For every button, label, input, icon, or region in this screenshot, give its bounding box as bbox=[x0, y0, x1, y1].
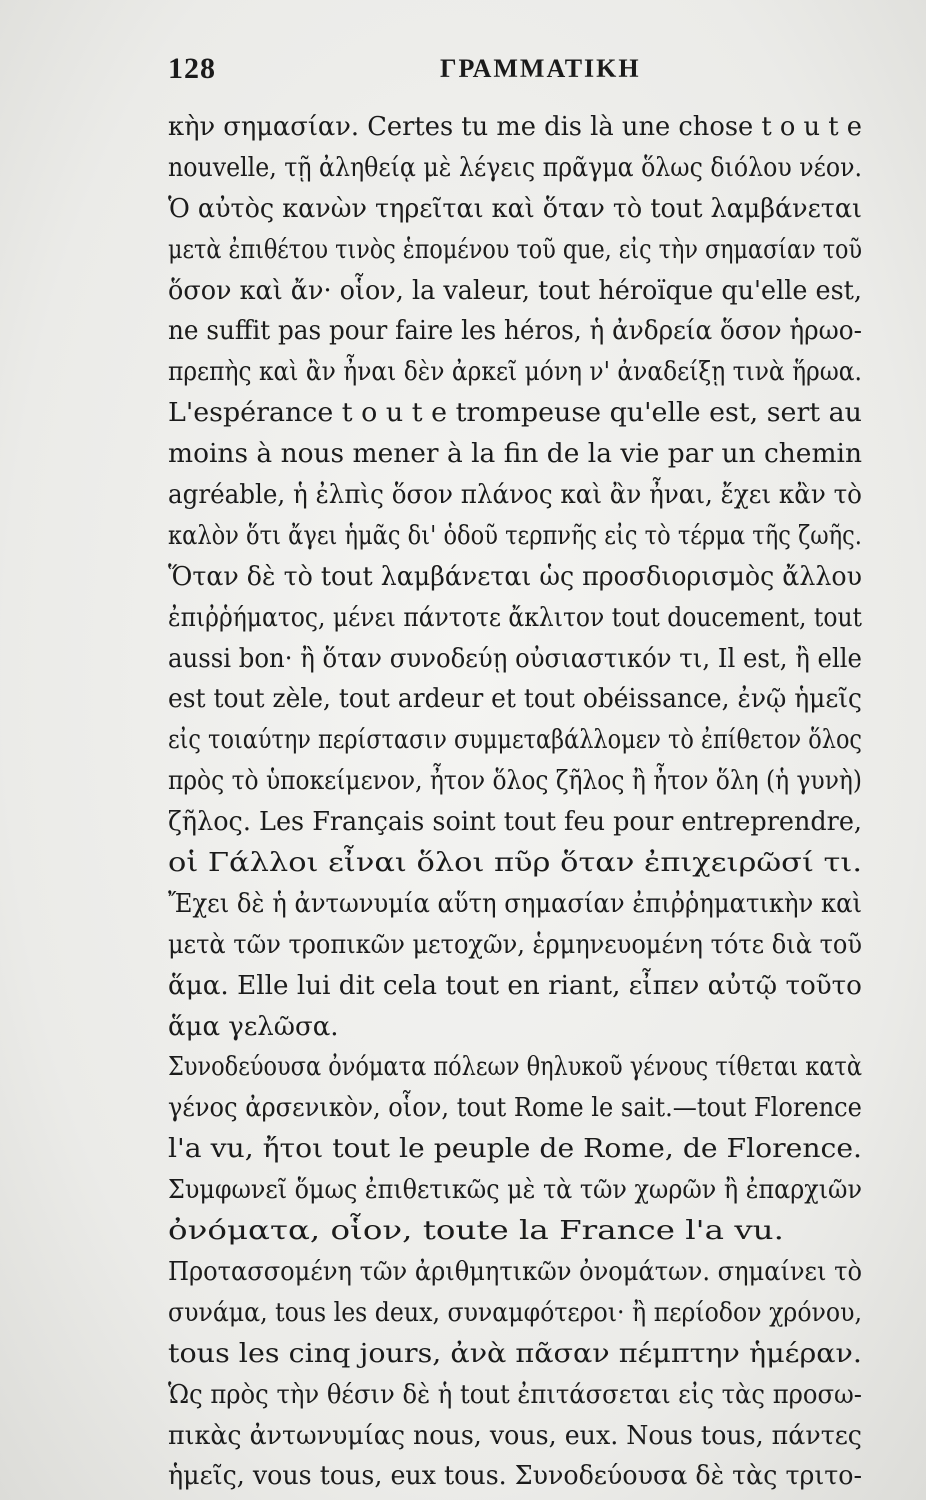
text-line: γένος ἀρσενικὸν, οἷον, tout Rome le sait.—tout Florence bbox=[168, 1093, 862, 1124]
text-line: συνάμα, tous les deux, συναμφότεροι· ἢ περίοδον χρόνου, bbox=[168, 1297, 862, 1328]
page-header bbox=[168, 52, 860, 92]
text-line: Συνοδεύουσα ὀνόματα πόλεων θηλυκοῦ γένους τίθεται κατὰ bbox=[168, 1052, 862, 1083]
text-line: aussi bon· ἢ ὅταν συνοδεύῃ οὐσιαστικόν τι, Il est, ἢ elle bbox=[168, 643, 862, 674]
text-line: Προτασσομένη τῶν ἀριθμητικῶν ὀνομάτων. σημαίνει τὸ bbox=[168, 1256, 862, 1287]
text-line: est tout zèle, tout ardeur et tout obéissance, ἐνῷ ἡμεῖς bbox=[168, 684, 863, 715]
page-number: 128 bbox=[168, 52, 216, 85]
text-line: ἅμα. Elle lui dit cela tout en riant, εἶπεν αὐτῷ τοῦτο bbox=[168, 970, 862, 1001]
text-line: κὴν σημασίαν. Certes tu me dis là une chose t o u t e bbox=[168, 112, 862, 142]
show-through-ghost bbox=[340, 4, 349, 31]
text-line: L'espérance t o u t e trompeuse qu'elle est, sert au bbox=[168, 398, 863, 429]
text-line: nouvelle, τῇ ἀληθείᾳ μὲ λέγεις πρᾶγμα ὅλως διόλου νέον. bbox=[168, 152, 863, 183]
text-line: ἅμα γελῶσα. bbox=[168, 1011, 339, 1042]
text-line: πρεπὴς καὶ ἂν ἦναι δὲν ἀρκεῖ μόνη ν' ἀναδείξῃ τινὰ ἥρωα. bbox=[168, 357, 862, 388]
text-line: Ὁ αὐτὸς κανὼν τηρεῖται καὶ ὅταν τὸ tout λαμβάνεται bbox=[168, 193, 863, 224]
text-line: moins à nous mener à la fin de la vie par un chemin bbox=[168, 439, 862, 470]
text-line: πρὸς τὸ ὑποκείμενον, ἦτον ὅλος ζῆλος ἢ ἦτον ὅλη (ἡ γυνὴ) bbox=[168, 766, 862, 797]
text-line: agréable, ἡ ἐλπὶς ὅσον πλάνος καὶ ἂν ἦναι, ἔχει κἂν τὸ bbox=[168, 480, 862, 511]
text-line: Ὅταν δὲ τὸ tout λαμβάνεται ὡς προσδιορισμὸς ἄλλου bbox=[168, 561, 862, 592]
text-line: ἐπιῤῥήματος, μένει πάντοτε ἄκλιτον tout doucement, tout bbox=[168, 602, 862, 633]
text-line: ἡμεῖς, vous tous, eux tous. Συνοδεύουσα δὲ τὰς τριτο- bbox=[168, 1461, 863, 1492]
text-line: καλὸν ὅτι ἄγει ἡμᾶς δι' ὁδοῦ τερπνῆς εἰς τὸ τέρμα τῆς ζωῆς. bbox=[168, 520, 862, 551]
text-line: εἰς τοιαύτην περίστασιν συμμεταβάλλομεν τὸ ἐπίθετον ὅλος bbox=[168, 725, 862, 756]
text-line: ne suffit pas pour faire les héros, ἡ ἀνδρεία ὅσον ἡρωο- bbox=[168, 316, 862, 347]
text-line: μετὰ τῶν τροπικῶν μετοχῶν, ἑρμηνευομένη τότε διὰ τοῦ bbox=[168, 929, 862, 960]
text-line: ὀνόματα, οἷον, toute la France l'a vu. bbox=[168, 1216, 784, 1247]
text-line: οἱ Γάλλοι εἶναι ὅλοι πῦρ ὅταν ἐπιχειρῶσί τι. bbox=[168, 848, 863, 879]
text-line: l'a vu, ἤτοι tout le peuple de Rome, de Florence. bbox=[168, 1134, 863, 1165]
text-line: Ὡς πρὸς τὴν θέσιν δὲ ἡ tout ἐπιτάσσεται εἰς τὰς προσω- bbox=[168, 1379, 862, 1410]
text-line: tous les cinq jours, ἀνὰ πᾶσαν πέμπτην ἡμέραν. bbox=[168, 1338, 862, 1369]
text-line: ζῆλος. Les Français soint tout feu pour entreprendre, bbox=[168, 807, 863, 838]
text-line: μετὰ ἐπιθέτου τινὸς ἑπομένου τοῦ que, εἰς τὴν σημασίαν τοῦ bbox=[168, 234, 863, 265]
text-line: πικὰς ἀντωνυμίας nous, vous, eux. Nous tous, πάντες bbox=[168, 1420, 862, 1451]
body-text bbox=[168, 105, 862, 1495]
text-line: Ἔχει δὲ ἡ ἀντωνυμία αὕτη σημασίαν ἐπιῤῥηματικὴν καὶ bbox=[168, 888, 863, 919]
text-line: Συμφωνεῖ ὅμως ἐπιθετικῶς μὲ τὰ τῶν χωρῶν ἢ ἐπαρχιῶν bbox=[168, 1175, 862, 1206]
text-line: ὅσον καὶ ἄν· οἷον, la valeur, tout héroïque qu'elle est, bbox=[168, 275, 862, 306]
running-title: ΓΡΑΜΜΑΤΙΚΗ bbox=[440, 54, 641, 83]
